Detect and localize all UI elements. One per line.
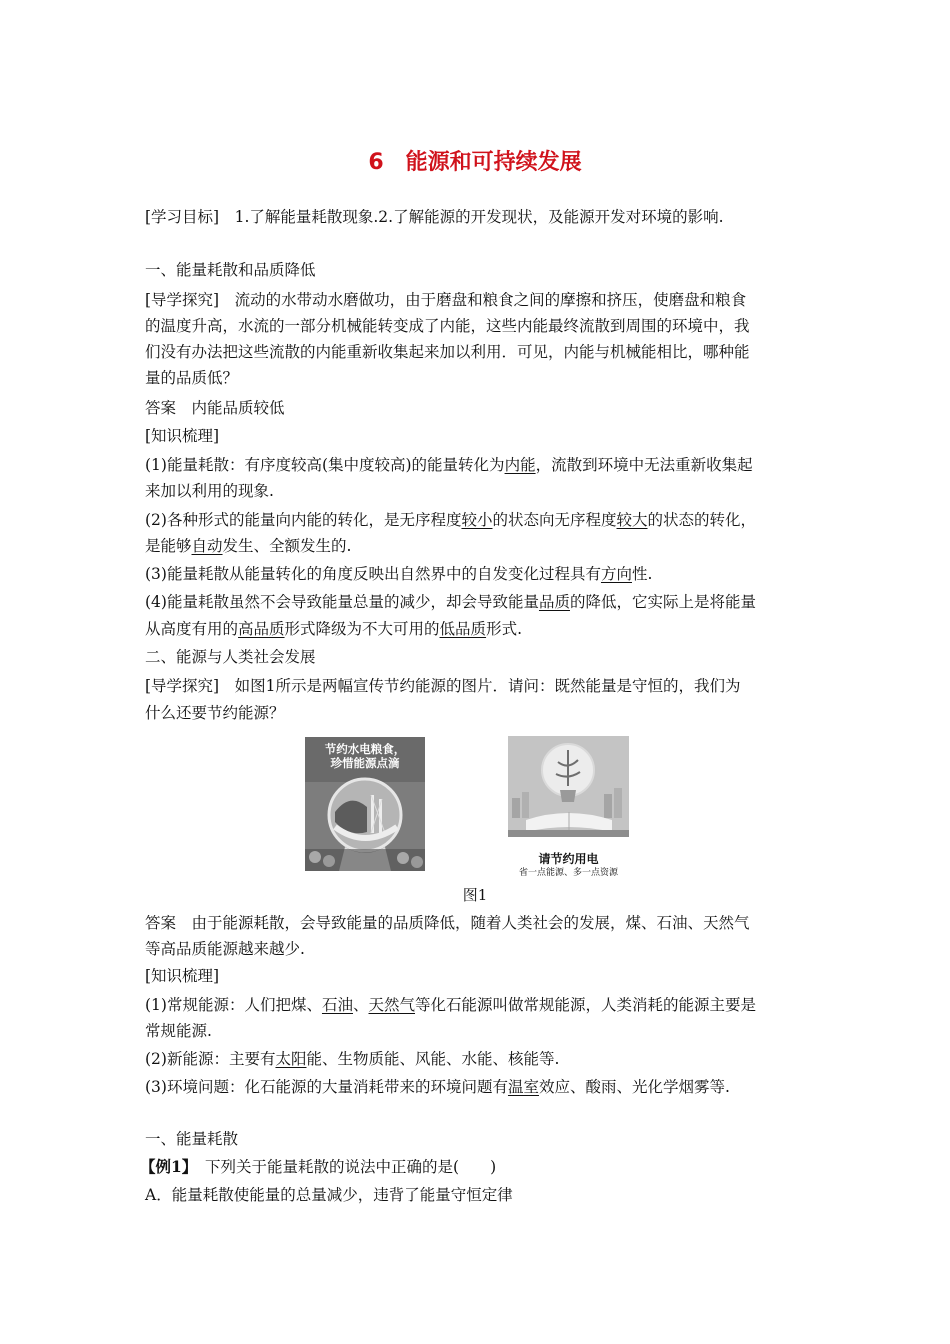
knowledge-item-1-cont: 常规能源. (145, 1022, 212, 1040)
save-electricity-poster-image (508, 736, 629, 837)
fill-blank-answer: 较小 (461, 511, 493, 529)
answer-text: 等高品质能源越来越少. (145, 940, 305, 958)
knowledge-item-1-cont: 来加以利用的现象. (145, 482, 274, 500)
page-title: 6 能源和可持续发展 (368, 150, 582, 175)
explore-line: 们没有办法把这些流散的内能重新收集起来加以利用．可见，内能与机械能相比，哪种能 (145, 343, 750, 361)
fill-blank-answer: 内能 (504, 456, 536, 474)
text-segment: 等化石能源叫做常规能源，人类消耗的能源主要是 (415, 996, 757, 1014)
energy-saving-poster-image (305, 737, 425, 871)
explore-line: 量的品质低？ (145, 369, 239, 387)
option-a: A．能量耗散使能量的总量减少，违背了能量守恒定律 (145, 1186, 513, 1204)
text-segment: 能、生物质能、风能、水能、核能等. (306, 1050, 560, 1068)
example-question (140, 1157, 805, 1177)
section-heading: 二、能源与人类社会发展 (145, 648, 316, 666)
lightbulb-icon (508, 736, 629, 837)
text-segment: (2)各种形式的能量向内能的转化，是无序程度 (145, 511, 462, 529)
fill-blank-answer: 较大 (616, 511, 648, 529)
knowledge-item-4-cont (145, 619, 810, 639)
text-segment: (1)能量耗散：有序度较高(集中度较高)的能量转化为 (145, 456, 505, 474)
text-segment: 形式降级为不大可用的 (284, 620, 440, 638)
knowledge-item-1 (145, 455, 810, 475)
knowledge-item-2 (145, 510, 810, 530)
poster-slogan (305, 742, 425, 770)
answer-text: 答案 内能品质较低 (145, 399, 285, 417)
fill-blank-answer: 太阳 (275, 1050, 307, 1068)
text-segment: 的状态的转化， (647, 511, 757, 529)
fill-blank-answer: 方向 (600, 565, 632, 583)
text-segment: 形式. (486, 620, 522, 638)
explore-line: [导学探究] 流动的水带动水磨做功，由于磨盘和粮食之间的摩擦和挤压，使磨盘和粮食 (145, 291, 747, 309)
text-segment: 、 (352, 996, 369, 1014)
text-segment: (3)环境问题：化石能源的大量消耗带来的环境问题有 (145, 1078, 508, 1096)
text-segment: 发生、全额发生的. (222, 537, 352, 555)
example-tag: 【例1】 (140, 1157, 190, 1176)
fill-blank-answer: 自动 (191, 537, 223, 555)
fill-blank-answer: 高品质 (238, 620, 285, 638)
text-segment: (2)新能源：主要有 (145, 1050, 276, 1068)
text-segment: (3)能量耗散从能量转化的角度反映出自然界中的自发变化过程具有 (145, 565, 601, 583)
poster-subcaption: 省一点能源、多一点资源 (518, 868, 618, 878)
knowledge-item-3 (145, 564, 810, 584)
text-segment: 是能够 (145, 537, 192, 555)
knowledge-heading: [知识梳理] (145, 427, 220, 445)
fill-blank-answer: 品质 (538, 593, 570, 611)
text-segment: (1)常规能源：人们把煤、 (145, 996, 322, 1014)
explore-line: 的温度升高，水流的一部分机械能转变成了内能，这些内能最终流散到周围的环境中，我 (145, 317, 750, 335)
learning-objectives: [学习目标] 1.了解能量耗散现象.2.了解能源的开发现状，及能源开发对环境的影响. (145, 208, 724, 226)
fill-blank-answer: 温室 (507, 1078, 539, 1096)
knowledge-item-2-cont (145, 536, 810, 556)
text-segment: 的降低，它实际上是将能量 (569, 593, 756, 611)
section-heading: 一、能量耗散和品质降低 (145, 261, 316, 279)
knowledge-item-1 (145, 995, 810, 1015)
text-segment: 从高度有用的 (145, 620, 239, 638)
poster-caption: 请节约用电 (538, 852, 599, 866)
knowledge-heading: [知识梳理] (145, 967, 220, 985)
knowledge-item-2 (145, 1049, 810, 1069)
knowledge-item-3 (145, 1077, 810, 1097)
explore-line: [导学探究] 如图1所示是两幅宣传节约能源的图片．请问：既然能量是守恒的，我们为 (145, 677, 741, 695)
text-segment: (4)能量耗散虽然不会导致能量总量的减少，却会导致能量 (145, 593, 539, 611)
figure-label: 图1 (462, 886, 488, 904)
text-segment: 效应、酸雨、光化学烟雾等. (538, 1078, 730, 1096)
fill-blank-answer: 天然气 (368, 996, 416, 1014)
explore-line: 什么还要节约能源？ (145, 704, 285, 722)
text-segment: ，流散到环境中无法重新收集起 (535, 456, 753, 474)
knowledge-item-4 (145, 592, 810, 612)
fill-blank-answer: 石油 (321, 996, 353, 1014)
example-text: 下列关于能量耗散的说法中正确的是( ) (189, 1158, 497, 1176)
text-segment: 性. (631, 565, 653, 583)
section-heading: 一、能量耗散 (145, 1130, 239, 1148)
poster-slogan-line: 节约水电粮食， (324, 742, 406, 756)
poster-slogan-line: 珍惜能源点滴 (330, 756, 400, 770)
fill-blank-answer: 低品质 (439, 620, 487, 638)
text-segment: 的状态向无序程度 (492, 511, 617, 529)
answer-text: 答案 由于能源耗散，会导致能量的品质降低，随着人类社会的发展，煤、石油、天然气 (145, 914, 750, 932)
